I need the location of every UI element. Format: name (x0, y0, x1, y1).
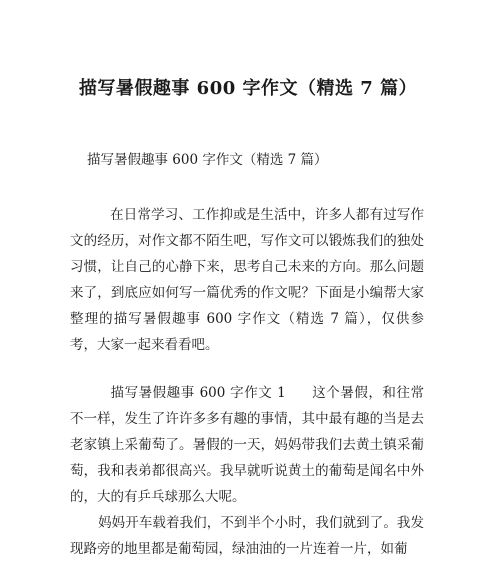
essay1-heading: 描写暑假趣事 600 字作文 1 (110, 385, 286, 401)
document-title: 描写暑假趣事 600 字作文（精选 7 篇） (78, 78, 418, 99)
intro-paragraph (70, 202, 424, 358)
essay1-text-2: 妈妈开车载着我们，不到半个小时，我们就到了。我发现路旁的地里都是葡萄园，绿油油的一片连着一片，如葡 (70, 515, 424, 557)
essay1-paragraph-2 (70, 510, 424, 562)
document-subtitle: 描写暑假趣事 600 字作文（精选 7 篇） (87, 152, 328, 168)
essay1-text: 这个暑假，和往常不一样，发生了许许多多有趣的事情，其中最有趣的当是去老家镇上采葡萄了。暑假的一天，妈妈带我们去黄土镇采葡萄，我和表弟都很高兴。我早就听说黄土的葡萄是闻名中外的，大的有乒乓球那么大呢。 (70, 385, 425, 505)
essay1-paragraph (70, 380, 424, 510)
intro-text: 在日常学习、工作抑或是生活中，许多人都有过写作文的经历，对作文都不陌生吧，写作文可以锻炼我们的独处习惯，让自己的心静下来，思考自己未来的方向。那么问题来了，到底应如何写一篇优秀的作文呢？下面是小编帮大家整理的描写暑假趣事 600 字作文（精选 7 篇），仅供参考，大家一起来看看吧。 (70, 207, 424, 353)
